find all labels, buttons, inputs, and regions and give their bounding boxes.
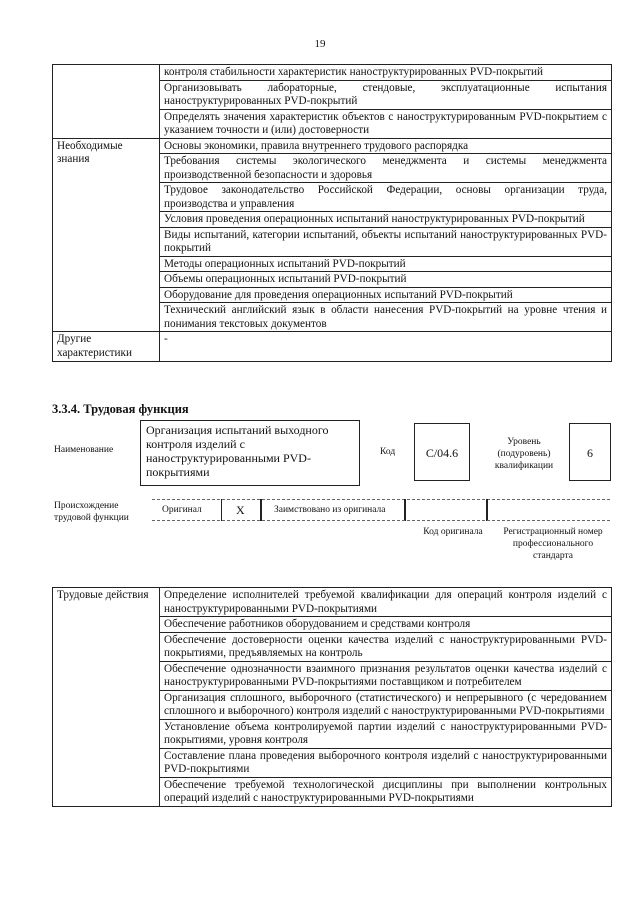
- borrowed-label: Заимствовано из оригинала: [274, 505, 386, 515]
- level-label: Уровень (подуровень) квалификации: [494, 437, 554, 471]
- name-label: Наименование: [54, 445, 114, 455]
- level-value: 6: [587, 446, 593, 460]
- knowledge-item: Методы операционных испытаний PVD-покрытий: [160, 256, 612, 272]
- row-label-other: Другие характеристики: [53, 332, 160, 362]
- row-label-empty: [53, 65, 160, 139]
- reg-number-label: Регистрационный номер профессионального стандарта: [503, 527, 603, 561]
- knowledge-item: Оборудование для проведения операционных испытаний PVD-покрытий: [160, 287, 612, 303]
- knowledge-item: Виды испытаний, категории испытаний, объекты испытаний наноструктурированных PVD-покрытий: [160, 227, 612, 256]
- other-item: -: [160, 332, 612, 362]
- knowledge-item: Технический английский язык в области нанесения PVD-покрытий на уровне чтения и понимания текстовых документов: [160, 303, 612, 332]
- knowledge-item: Объемы операционных испытаний PVD-покрытий: [160, 272, 612, 288]
- action-item: Обеспечение достоверности оценки качества изделий с наноструктурированными PVD-покрытиями, предъявляемых на контроль: [160, 632, 612, 661]
- action-item: Определение исполнителей требуемой квалификации для операций контроля изделий с наноструктурированными PVD-покрытиями: [160, 588, 612, 617]
- knowledge-item: Трудовое законодательство Российской Федерации, основы организации труда, производства и управления: [160, 183, 612, 212]
- action-item: Обеспечение однозначности взаимного признания результатов оценки качества изделий с наноструктурированными PVD-покрытиями поставщиком и потребителем: [160, 661, 612, 690]
- labor-actions-table: [52, 587, 612, 807]
- action-item: Обеспечение работников оборудованием и средствами контроля: [160, 617, 612, 633]
- skill-item: Определять значения характеристик объектов с наноструктурированным PVD-покрытием с указанием точности и (или) достоверности: [160, 109, 612, 138]
- skill-item: контроля стабильности характеристик наноструктурированных PVD-покрытий: [160, 65, 612, 81]
- code-label: Код: [380, 447, 396, 457]
- function-name-value: Организация испытаний выходного контроля изделий с наноструктурированными PVD-покрытиями: [146, 423, 329, 479]
- page-number: 19: [314, 38, 326, 50]
- function-name-box: [140, 420, 360, 486]
- section-title: 3.3.4. Трудовая функция: [52, 402, 189, 416]
- action-item: Обеспечение требуемой технологической дисциплины при выполнении контрольных операций изделий с наноструктурированными PVD-покрытиями: [160, 777, 612, 806]
- orig-code-label: Код оригинала: [423, 527, 483, 537]
- code-value: С/04.6: [425, 446, 459, 460]
- row-label-knowledge: Необходимые знания: [53, 138, 160, 332]
- origin-top-dash: [152, 499, 610, 500]
- level-box: [569, 423, 611, 481]
- action-item: Организация сплошного, выборочного (статистического) и непрерывного (с чередованием сплошного и выборочного) контроля изделий с наноструктурированными PVD-покрытиями: [160, 690, 612, 719]
- action-item: Составление плана проведения выборочного контроля изделий с наноструктурированными PVD-покрытиями: [160, 748, 612, 777]
- origin-label: Происхождение трудовой функции: [54, 501, 129, 523]
- code-box: [414, 423, 470, 481]
- original-label: Оригинал: [162, 505, 202, 515]
- knowledge-item: Требования системы экологического менеджмента и системы менеджмента производственной безопасности и здоровья: [160, 154, 612, 183]
- skills-knowledge-table: [52, 64, 612, 362]
- row-label-actions: Трудовые действия: [53, 588, 160, 807]
- origin-bottom-dash: [152, 520, 610, 521]
- knowledge-item: Условия проведения операционных испытаний наноструктурированных PVD-покрытий: [160, 212, 612, 228]
- action-item: Установление объема контролируемой партии изделий с наноструктурированными PVD-покрытиями, уровня контроля: [160, 719, 612, 748]
- skill-item: Организовывать лабораторные, стендовые, эксплуатационные испытания наноструктурированных PVD-покрытий: [160, 80, 612, 109]
- knowledge-item: Основы экономики, правила внутреннего трудового распорядка: [160, 138, 612, 154]
- original-mark: X: [236, 503, 245, 517]
- origin-row: [152, 499, 610, 521]
